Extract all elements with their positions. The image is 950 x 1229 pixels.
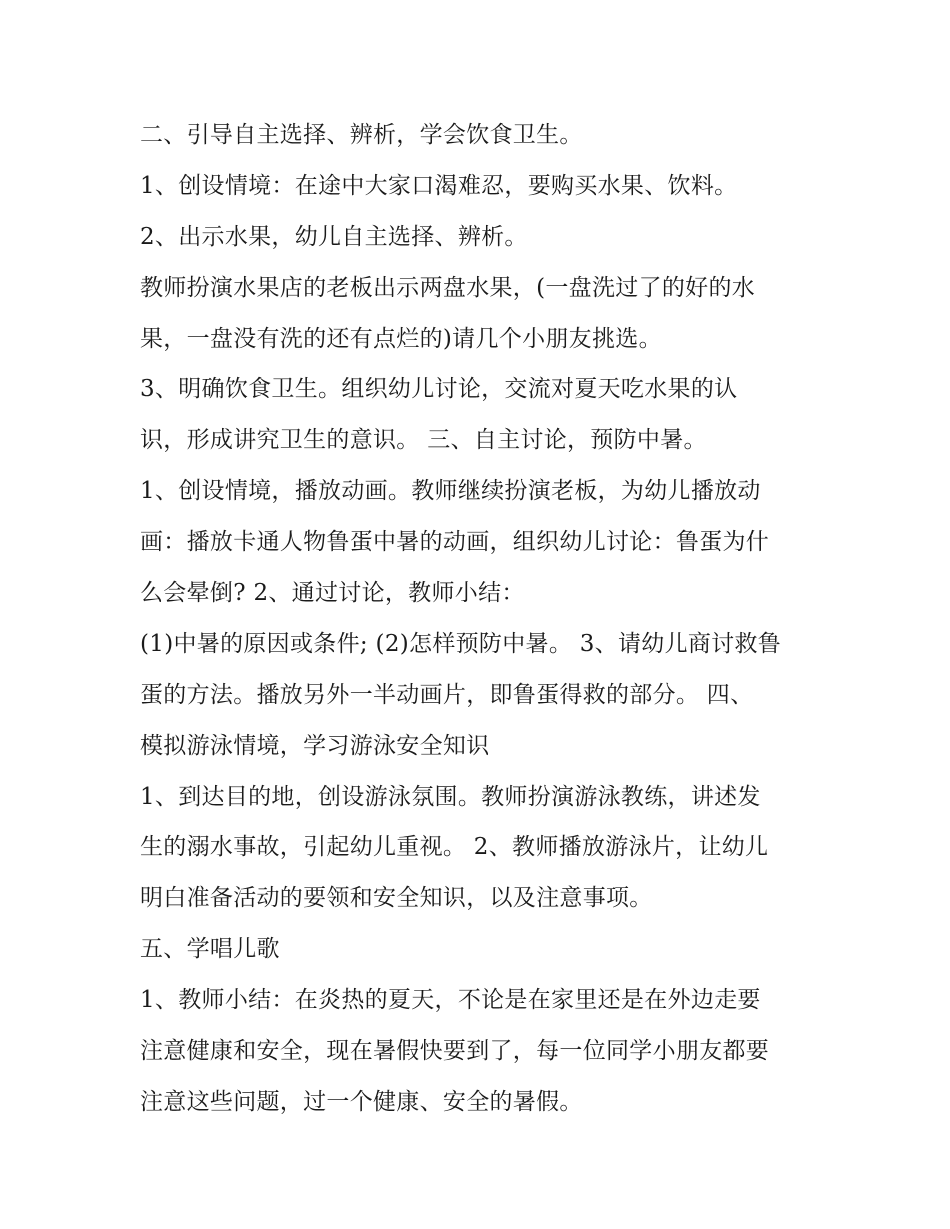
text-line: 1、到达目的地，创设游泳氛围。教师扮演游泳教练，讲述发 [140,783,761,810]
text-line: 1、教师小结：在炎热的夏天，不论是在家里还是在外边走要 [140,987,761,1014]
text-line: 明白准备活动的要领和安全知识，以及注意事项。 [140,885,653,912]
text-line: 画：播放卡通人物鲁蛋中暑的动画，组织幼儿讨论：鲁蛋为什 [140,529,770,556]
document-body [140,110,830,1128]
text-line: 1、创设情境，播放动画。教师继续扮演老板，为幼儿播放动 [140,478,761,505]
text-line: 3、明确饮食卫生。组织幼儿讨论，交流对夏天吃水果的认 [140,376,738,403]
text-line: 二、引导自主选择、辨析，学会饮食卫生。 [140,122,583,148]
text-line: 生的溺水事故，引起幼儿重视。 2、教师播放游泳片，让幼儿 [140,834,769,861]
text-line: 识，形成讲究卫生的意识。 三、自主讨论，预防中暑。 [140,427,707,454]
text-line: 1、创设情境：在途中大家口渴难忍，要购买水果、饮料。 [140,172,738,199]
text-line: 注意健康和安全，现在暑假快要到了，每一位同学小朋友都要 [140,1038,770,1065]
text-line: 2、出示水果，幼儿自主选择、辨析。 [140,223,528,250]
text-line: 蛋的方法。播放另外一半动画片，即鲁蛋得救的部分。 四、 [140,681,754,708]
text-line: (1)中暑的原因或条件; (2)怎样预防中暑。 3、请幼儿商讨救鲁 [140,630,782,657]
text-line: 么会晕倒? 2、通过讨论，教师小结： [140,580,525,607]
text-line: 果，一盘没有洗的还有点烂的)请几个小朋友挑选。 [140,325,662,352]
text-line: 教师扮演水果店的老板出示两盘水果，(一盘洗过了的好的水 [140,274,756,301]
text-line: 五、学唱儿歌 [140,936,280,963]
text-line: 注意这些问题，过一个健康、安全的暑假。 [140,1088,583,1115]
text-line: 模拟游泳情境，学习游泳安全知识 [140,732,490,759]
